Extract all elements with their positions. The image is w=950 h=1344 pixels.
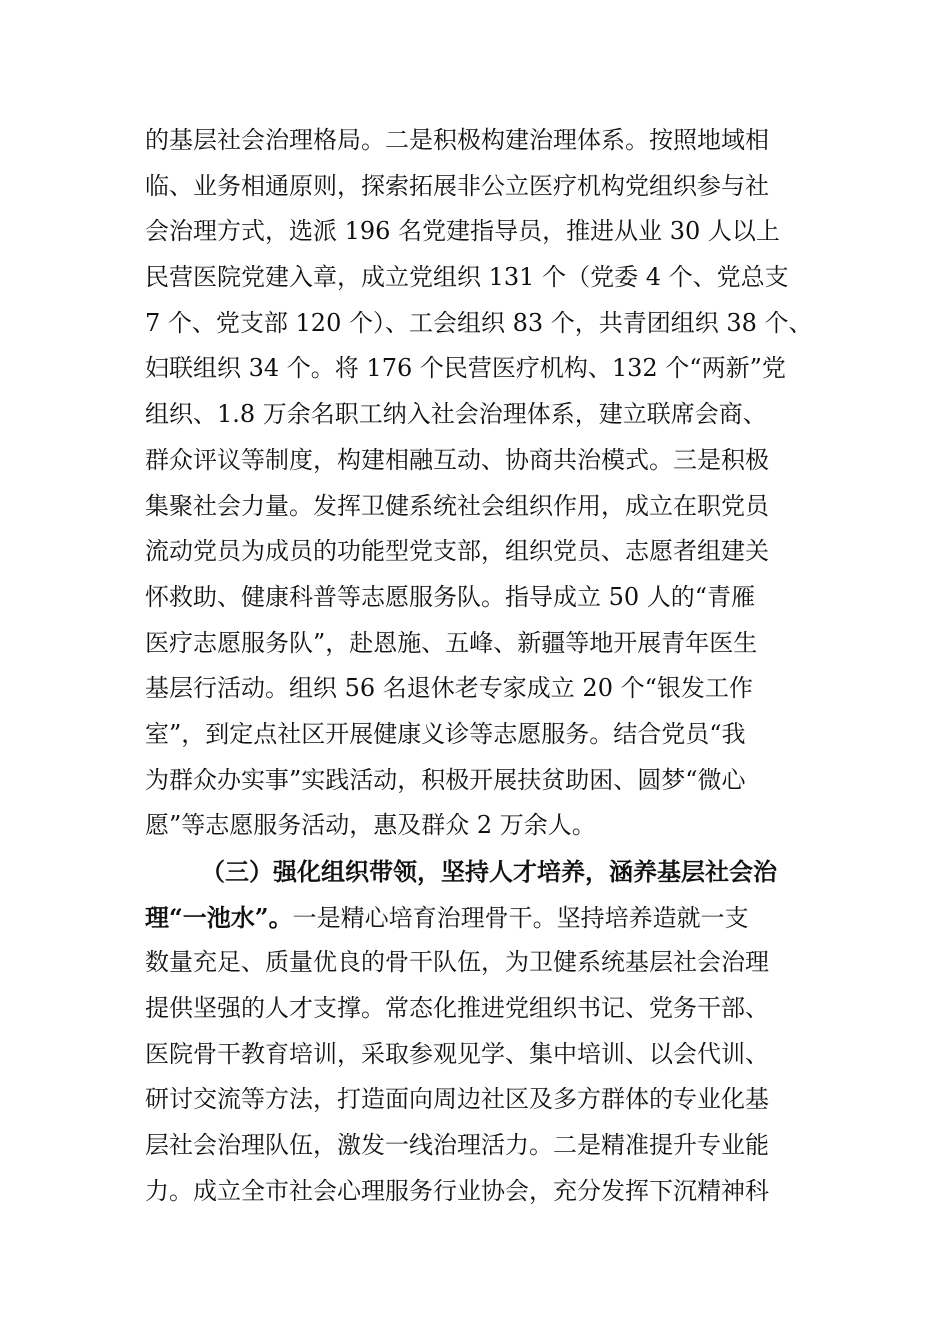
text-line: 医疗志愿服务队”，赴恩施、五峰、新疆等地开展青年医生 (145, 628, 758, 657)
text-line: 群众评议等制度，构建相融互动、协商共治模式。三是积极 (145, 445, 769, 474)
text-line: 提供坚强的人才支撑。常态化推进党组织书记、党务干部、 (145, 994, 769, 1023)
body-text (145, 118, 825, 1215)
section-heading: （三）强化组织带领，坚持人才培养，涵养基层社会治 (201, 857, 777, 886)
text-line: 的基层社会治理格局。二是积极构建治理体系。按照地域相 (145, 126, 769, 154)
text-line: 研讨交流等方法，打造面向周边社区及多方群体的专业化基 (145, 1085, 769, 1114)
text-line: 基层行活动。组织 56 名退休老专家成立 20 个“银发工作 (145, 674, 753, 703)
text-line: 数量充足、质量优良的骨干队伍，为卫健系统基层社会治理 (145, 948, 769, 977)
section-heading-continuation-line (145, 895, 825, 941)
text-line: 室”，到定点社区开展健康义诊等志愿服务。结合党员“我 (145, 719, 746, 748)
text-line: 医院骨干教育培训，采取参观见学、集中培训、以会代训、 (145, 1039, 769, 1068)
text-line: 愿”等志愿服务活动，惠及群众 2 万余人。 (145, 811, 596, 840)
text-line: 妇联组织 34 个。将 176 个民营医疗机构、132 个“两新”党 (145, 354, 786, 383)
text-line: 流动党员为成员的功能型党支部，组织党员、志愿者组建关 (145, 537, 769, 566)
section-heading-continuation: 理“一池水”。 (145, 902, 293, 932)
text-line: 怀救助、健康科普等志愿服务队。指导成立 50 人的“青雁 (145, 582, 756, 611)
section-body-start: 一是精心培育治理骨干。坚持培养造就一支 (292, 903, 749, 932)
text-line: 民营医院党建入章，成立党组织 131 个（党委 4 个、党总支 (145, 263, 789, 292)
text-line: 7 个、党支部 120 个）、工会组织 83 个，共青团组织 38 个、 (145, 308, 813, 337)
text-line: 为群众办实事”实践活动，积极开展扶贫助困、圆梦“微心 (145, 765, 746, 794)
text-line: 力。成立全市社会心理服务行业协会，充分发挥下沉精神科 (145, 1176, 769, 1205)
text-line: 会治理方式，选派 196 名党建指导员，推进从业 30 人以上 (145, 217, 780, 246)
text-line: 层社会治理队伍，激发一线治理活力。二是精准提升专业能 (145, 1131, 769, 1160)
section-heading-line (145, 849, 825, 895)
text-line: 临、业务相通原则，探索拓展非公立医疗机构党组织参与社 (145, 171, 769, 200)
text-line: 集聚社会力量。发挥卫健系统社会组织作用，成立在职党员 (145, 491, 769, 520)
text-line: 组织、1.8 万余名职工纳入社会治理体系，建立联席会商、 (145, 400, 767, 429)
